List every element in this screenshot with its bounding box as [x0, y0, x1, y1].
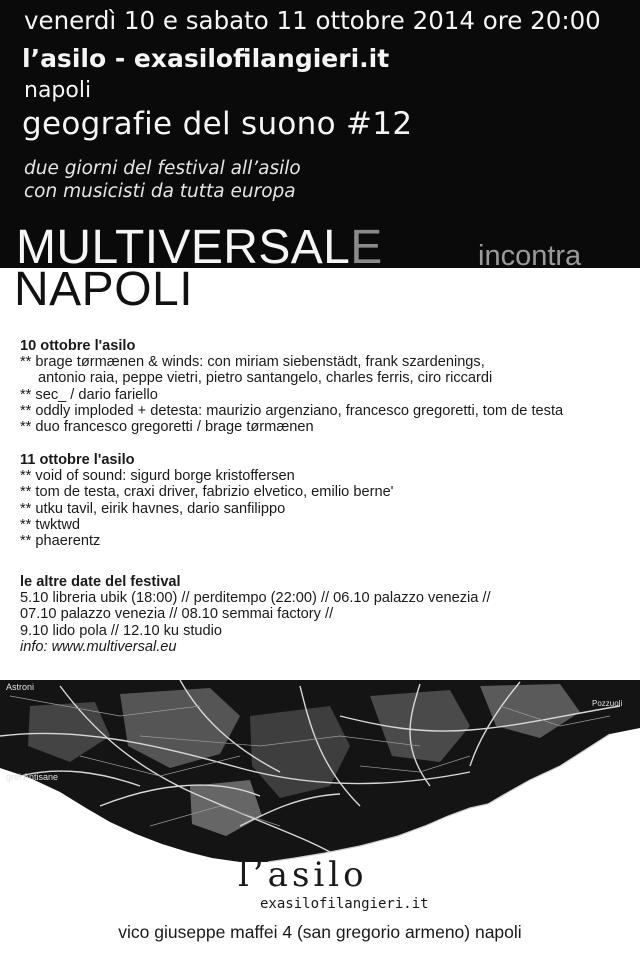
- subtitle-line-2: con musicisti da tutta europa: [24, 181, 296, 202]
- program-line: ** phaerentz: [20, 533, 101, 550]
- headline-multiversal: MULTIVERSAL: [16, 221, 351, 274]
- subtitle-line-1: due giorni del festival all’asilo: [24, 158, 301, 179]
- program-line: ** tom de testa, craxi driver, fabrizio elvetico, emilio berne': [20, 484, 394, 501]
- festival-title: geografie del suono #12: [22, 106, 413, 142]
- asilo-logo-url[interactable]: exasilofilangieri.it: [260, 896, 429, 912]
- venue-address: vico giuseppe maffei 4 (san gregorio armeno) napoli: [118, 922, 522, 942]
- headline-napoli: NAPOLI: [14, 263, 194, 316]
- other-dates-block: [20, 574, 491, 655]
- program-line: ** sec_ / dario fariello: [20, 386, 158, 403]
- info-website-link[interactable]: info: www.multiversal.eu: [20, 638, 177, 655]
- program-line: antonio raia, peppe vietri, pietro santangelo, charles ferris, ciro riccardi: [38, 370, 493, 387]
- city-label: napoli: [24, 78, 92, 103]
- other-dates-heading: le altre date del festival: [20, 574, 181, 590]
- program-day-1: [20, 338, 563, 435]
- program-line: ** brage tørmænen & winds: con miriam siebenstädt, frank szardenings,: [20, 354, 485, 371]
- dates-line: 9.10 lido pola // 12.10 ku studio: [20, 622, 223, 639]
- program-line: ** duo francesco gregoretti / brage tørmænen: [20, 419, 314, 436]
- dates-line: 5.10 libreria ubik (18:00) // perditempo (22:00) // 06.10 palazzo venezia //: [20, 590, 491, 607]
- program-line: ** oddly imploded + detesta: maurizio argenziano, francesco gregoretti, tom de testa: [20, 402, 564, 419]
- map-label: Pozzuoli: [592, 699, 623, 708]
- day-2-heading: 11 ottobre l'asilo: [20, 452, 135, 468]
- program-line: ** twktwd: [20, 516, 81, 533]
- headline-incontra: incontra: [478, 240, 582, 272]
- dates-line: 07.10 palazzo venezia // 08.10 semmai factory //: [20, 606, 334, 623]
- program-line: ** utku tavil, eirik havnes, dario sanfilippo: [20, 500, 286, 517]
- event-date-line: venerdì 10 e sabato 11 ottobre 2014 ore 20:00: [24, 6, 601, 35]
- city-map: [0, 676, 640, 864]
- headline-e-letter: E: [350, 221, 383, 274]
- asilo-logo: l’asilo: [238, 855, 368, 895]
- program-line: ** void of sound: sigurd borge kristoffersen: [20, 468, 295, 485]
- day-1-heading: 10 ottobre l'asilo: [20, 338, 136, 354]
- program-day-2: [20, 452, 393, 549]
- venue-line: l’asilo - exasilofilangieri.it: [22, 44, 390, 73]
- map-graphic: [0, 676, 640, 864]
- map-label: Astroni: [6, 682, 35, 692]
- map-label: grei Antisane: [6, 772, 59, 782]
